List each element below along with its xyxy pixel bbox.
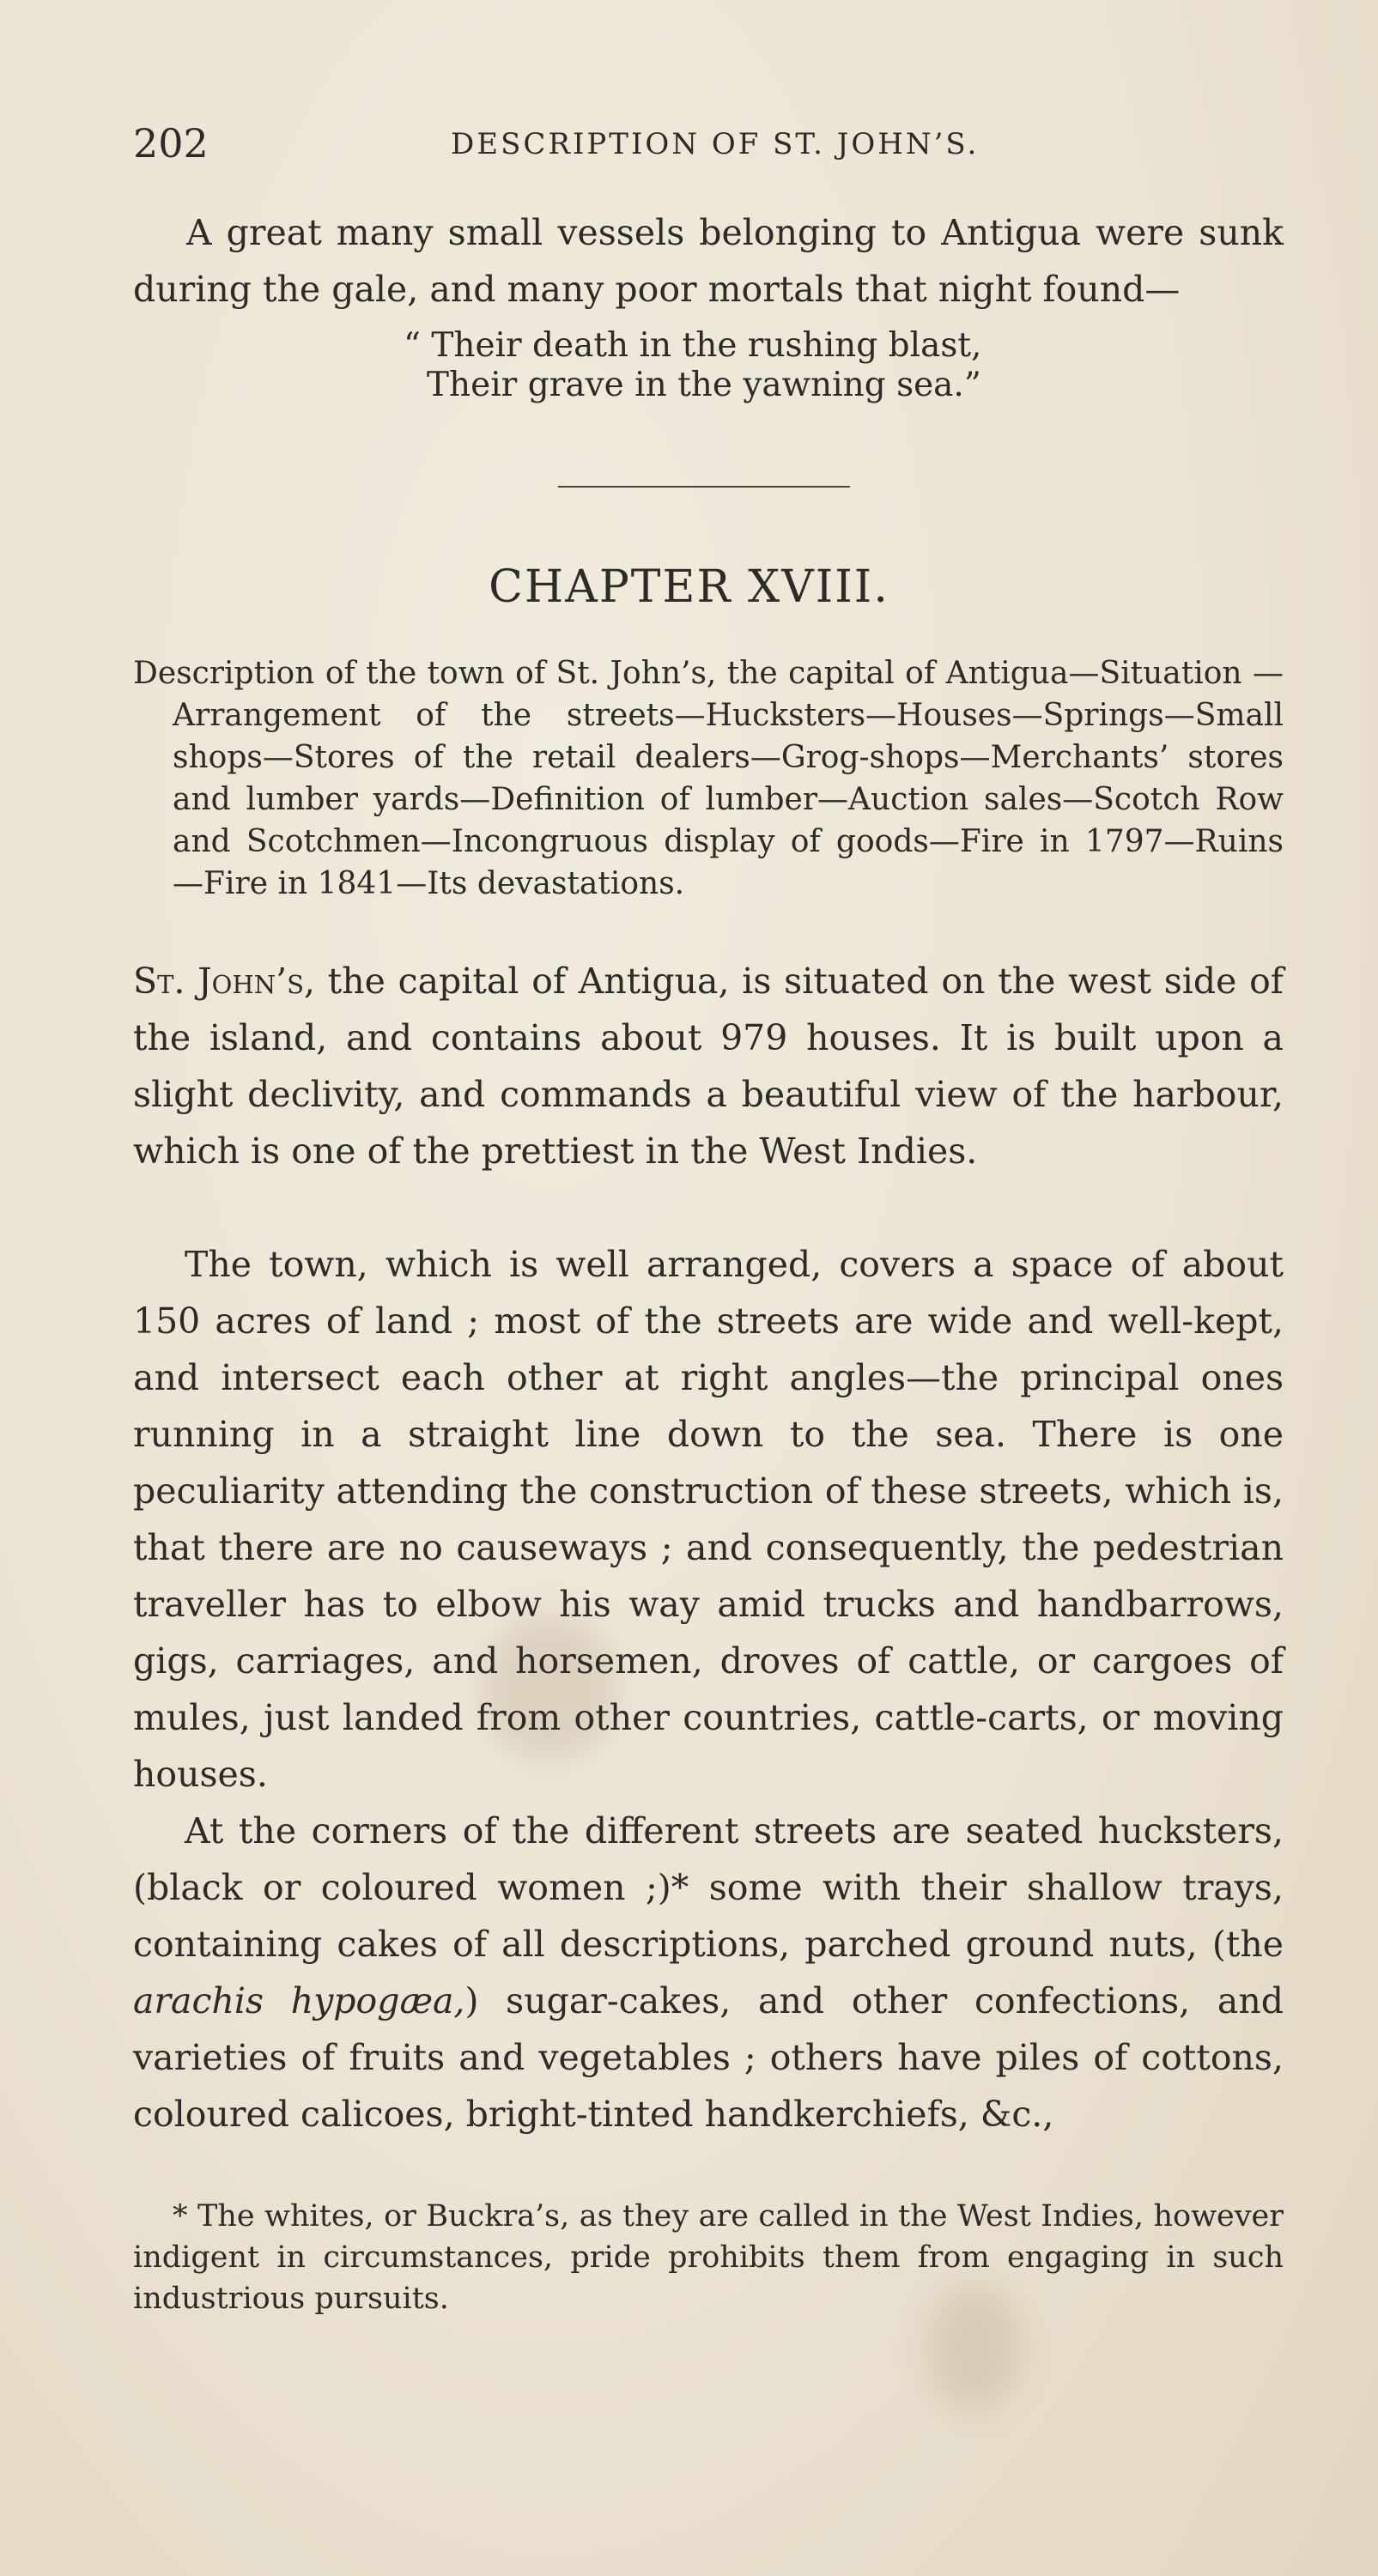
chapter-synopsis: Description of the town of St. John’s, the capital of Antigua—Situation —Arrangement of the streets—Hucksters—Houses—Springs—Small shops—Stores of the retail dealers—Grog-shops—Merchants’ stores and lumber yards—Definition of lumber—Auction sales—Scotch Row and Scotchmen—Incongruous display of goods—Fire in 1797—Ruins —Fire in 1841—Its devastations. xyxy=(133,656,1284,901)
footnote: * The whites, or Buckra’s, as they are called in the West Indies, however indigent in circumstances, pride prohibits them from engaging in such industrious pursuits. xyxy=(133,2199,1284,2316)
botanical-name: arachis hypogæa, xyxy=(133,1980,465,2021)
verse-line: “ Their death in the rushing blast, xyxy=(404,326,982,365)
paragraph-3 xyxy=(133,1803,1284,2143)
intro-paragraph: A great many small vessels belonging to Antigua were sunk during the gale, and many poor mortals that night found— xyxy=(133,212,1284,310)
page-header xyxy=(133,120,1284,172)
paragraph-2: The town, which is well arranged, covers a space of about 150 acres of land ; most of the streets are wide and well-kept, and intersect each other at right angles—the principal ones running in a straight line down to the sea. There is one peculiarity attending the construction of these streets, which is, that there are no causeways ; and consequently, the pedestrian traveller has to elbow his way amid trucks and handbarrows, gigs, carriages, and horsemen, droves of cattle, or cargoes of mules, just landed from other countries, cattle-carts, or moving houses. xyxy=(133,1244,1284,1795)
paragraph-lead: St. John’s, xyxy=(133,961,316,1002)
paragraph-text: At the corners of the different streets are seated hucksters, (black or coloured women ;)* some with their shallow trays, containing cakes of all descriptions, parched ground nuts, (the xyxy=(133,1810,1284,1965)
running-head: DESCRIPTION OF ST. JOHN’S. xyxy=(451,127,980,161)
chapter-title: CHAPTER XVIII. xyxy=(489,561,889,613)
paragraph-text: ) sugar-cakes, and other confections, and varieties of fruits and vegetables ; others have piles of cottons, coloured calicoes, bright-tinted handkerchiefs, &c., xyxy=(133,1980,1284,2135)
paragraph-1 xyxy=(133,953,1284,1179)
section-divider xyxy=(558,486,850,488)
page-number: 202 xyxy=(133,120,209,167)
paragraph-text: the capital of Antigua, is situated on the west side of the island, and contains about 979 houses. It is built upon a slight declivity, and commands a beautiful view of the harbour, which is one of the prettiest in the West Indies. xyxy=(133,961,1284,1172)
verse-line: Their grave in the yawning sea.” xyxy=(427,366,981,404)
